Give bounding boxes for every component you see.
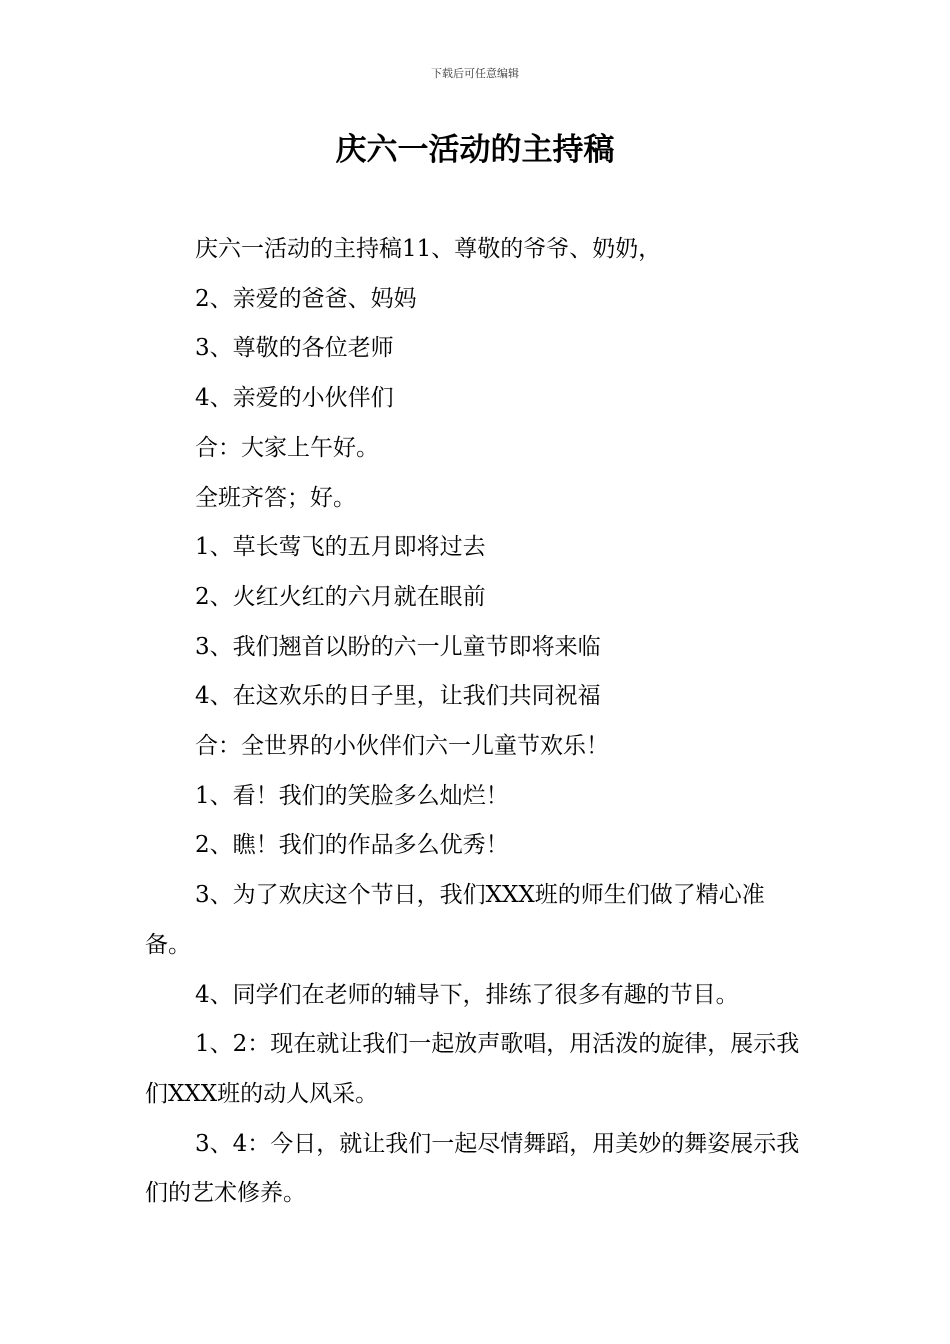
paragraph: 合：全世界的小伙伴们六一儿童节欢乐！ [195,733,609,760]
paragraph: 4、同学们在老师的辅导下，排练了很多有趣的节目。 [195,981,739,1008]
paragraph: 3、尊敬的各位老师 [195,335,394,362]
paragraph: 1、2：现在就让我们一起放声歌唱，用活泼的旋律，展示我们XXX班的动人风采。 [145,1031,800,1107]
document-title: 庆六一活动的主持稿 [335,132,615,168]
paragraph: 全班齐答；好。 [195,484,356,511]
paragraph: 4、在这欢乐的日子里，让我们共同祝福 [195,683,601,710]
paragraph: 3、我们翘首以盼的六一儿童节即将来临 [195,633,601,660]
paragraph: 3、4：今日，就让我们一起尽情舞蹈，用美妙的舞姿展示我们的艺术修养。 [145,1130,800,1207]
paragraph: 1、草长莺飞的五月即将过去 [195,534,486,561]
paragraph: 庆六一活动的主持稿11、尊敬的爷爷、奶奶， [195,236,662,262]
paragraph: 2、火红火红的六月就在眼前 [195,583,486,610]
paragraph: 4、亲爱的小伙伴们 [195,385,394,412]
document-body [145,225,807,1219]
paragraph: 3、为了欢庆这个节日，我们XXX班的师生们做了精心准备。 [145,882,765,958]
paragraph: 2、瞧！我们的作品多么优秀！ [195,832,509,859]
paragraph: 合：大家上午好。 [195,434,379,461]
header-note: 下载后可任意编辑 [431,67,519,80]
paragraph: 1、看！我们的笑脸多么灿烂！ [195,782,509,809]
paragraph: 2、亲爱的爸爸、妈妈 [195,285,417,312]
